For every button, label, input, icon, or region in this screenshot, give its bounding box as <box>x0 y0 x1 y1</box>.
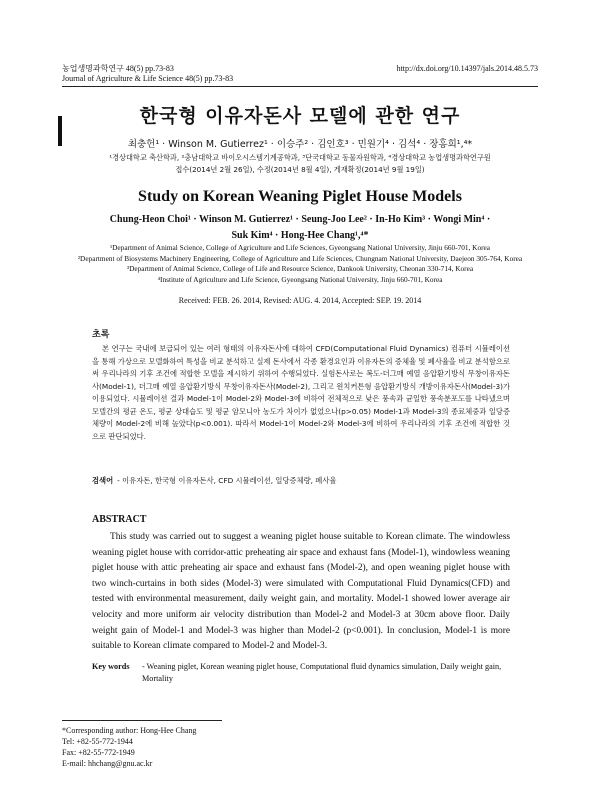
author-tel: Tel: +82-55-772-1944 <box>62 737 133 746</box>
corresponding-author-footnote <box>62 725 196 769</box>
english-affiliations <box>30 243 570 285</box>
korean-affiliations <box>40 152 560 176</box>
korean-affiliation-line: ¹경상대학교 축산학과, ²충남대학교 바이오시스템기계공학과, ³단국대학교 동물자원학과, ⁴경상대학교 농업생명과학연구원 <box>109 153 491 162</box>
english-authors <box>40 212 560 244</box>
affiliation-line: ³Department of Animal Science, College of Life and Resource Science, Dankook University, Cheonan 330-714, Korea <box>126 264 474 273</box>
korean-keywords <box>92 476 512 486</box>
header-rule <box>62 86 538 87</box>
korean-title: 한국형 이유자돈사 모델에 관한 연구 <box>139 105 461 127</box>
journal-name-en: Journal of Agriculture & Life Science 48(5) pp.73-83 <box>62 74 234 83</box>
english-keywords-label: Key words <box>92 662 130 671</box>
author-email[interactable]: E-mail: hhchang@gnu.ac.kr <box>62 759 153 768</box>
journal-name-ko: 농업생명과학연구 48(5) pp.73-83 <box>62 64 174 73</box>
english-authors-line: Chung-Heon Choi¹ · Winson M. Gutierrez¹ · Seung-Joo Lee² · In-Ho Kim³ · Wongi Min⁴ · <box>109 214 491 225</box>
affiliation-line: ¹Department of Animal Science, College of Agriculture and Life Sciences, Gyeongsang National University, Jinju 660-701, Korea <box>109 243 491 252</box>
english-abstract-heading: ABSTRACT <box>92 514 147 525</box>
received-dates: Received: FEB. 26. 2014, Revised: AUG. 4. 2014, Accepted: SEP. 19. 2014 <box>178 296 422 305</box>
affiliation-line: ⁴Institute of Agriculture and Life Science, Gyeongsang National University, Jinju 660-701, Korea <box>157 274 443 284</box>
korean-authors: 최충헌¹ · Winson M. Gutierrez¹ · 이승주² · 김인호³ · 민원기⁴ · 김석⁴ · 장홍희¹,⁴* <box>127 139 473 150</box>
author-fax: Fax: +82-55-772-1949 <box>62 748 135 757</box>
doi-link[interactable]: http://dx.doi.org/10.14397/jals.2014.48.5.73 <box>396 64 538 73</box>
korean-keywords-list: - 이유자돈, 한국형 이유자돈사, CFD 시뮬레이션, 일당증체량, 폐사율 <box>117 476 337 485</box>
english-abstract-body: This study was carried out to suggest a weaning piglet house suitable to Korean climate. The windowless weaning piglet house with corridor-attic preheating air space and exhaust fans (Model-1), windowless weaning piglet house with attic preheating air space and exhaust fans (Model-2), and open weaning piglet house with two winch-curtains in both sides (Model-3) were simulated with Computational Fluid Dynamics(CFD) and tested with environmental measurement, daily weight gain, and mortality. Model-1 showed lower average air velocity and more uniform air velocity distribution than Model-2 and Model-3 at 30cm above floor. Daily weight gain of Model-1 and Model-3 was higher than Model-2 (p<0.001). In conclusion, Model-1 is more suitable to Korean climate compared to Model-2 and Model-3. <box>92 532 510 652</box>
corresponding-author: *Corresponding author: Hong-Hee Chang <box>62 726 197 735</box>
english-keywords <box>92 661 512 684</box>
english-keywords-list: - Weaning piglet, Korean weaning piglet house, Computational fluid dynamics simulation, Daily weight gain, Mortality <box>142 662 502 683</box>
korean-dates-line: 접수(2014년 2월 26일), 수정(2014년 8월 4일), 게재확정(2014년 9월 19일) <box>175 165 425 174</box>
affiliation-line: ²Department of Biosystems Machinery Engineering, College of Agriculture and Life Sciences, Chungnam National University, Daejeon 305-764, Korea <box>77 253 523 263</box>
english-authors-line: Suk Kim⁴ · Hong-Hee Chang¹,⁴* <box>231 230 369 241</box>
running-header-journal <box>62 64 233 84</box>
korean-abstract-heading: 초록 <box>92 330 110 340</box>
english-title: Study on Korean Weaning Piglet House Models <box>138 188 462 205</box>
korean-keywords-label: 검색어 <box>92 476 114 485</box>
footnote-rule <box>62 720 222 721</box>
korean-abstract-body: 본 연구는 국내에 보급되어 있는 여러 형태의 이유자돈사에 대하여 CFD(Computational Fluid Dynamics) 컴퓨터 시뮬레이션을 통해 가상으로 모델화하여 특성을 비교 분석하고 실제 돈사에서 각종 환경요인과 이유자돈의 증체율 및 폐사율을 비교 분석함으로써 우리나라의 기후 조건에 적합한 모델을 제시하기 위하여 수행되었다. 실험돈사로는 복도-더그매 예열 음압환기방식 무창이유자돈사(Model-1), 더그매 예열 음압환기방식 무창이유자돈사(Model-2), 그리고 윈치커튼형 음압환기방식 개방이유자돈사(Model-3)가 이용되었다. 시뮬레이션 결과 Model-1이 Model-2와 Model-3에 비하여 전체적으로 낮은 풍속과 균일한 풍속분포도를 나타냈으며 모델간의 평균 온도, 평균 상대습도 및 평균 암모니아 농도가 차이가 없었으나(p>0.05) Model-1과 Model-3의 종료체중과 일당증체량이 Model-2에 비해 높았다(p<0.001). 따라서 Model-1이 Model-2와 Model-3에 비하여 우리나라의 기후 조건에 적합한 것으로 판단되었다. <box>92 344 510 441</box>
